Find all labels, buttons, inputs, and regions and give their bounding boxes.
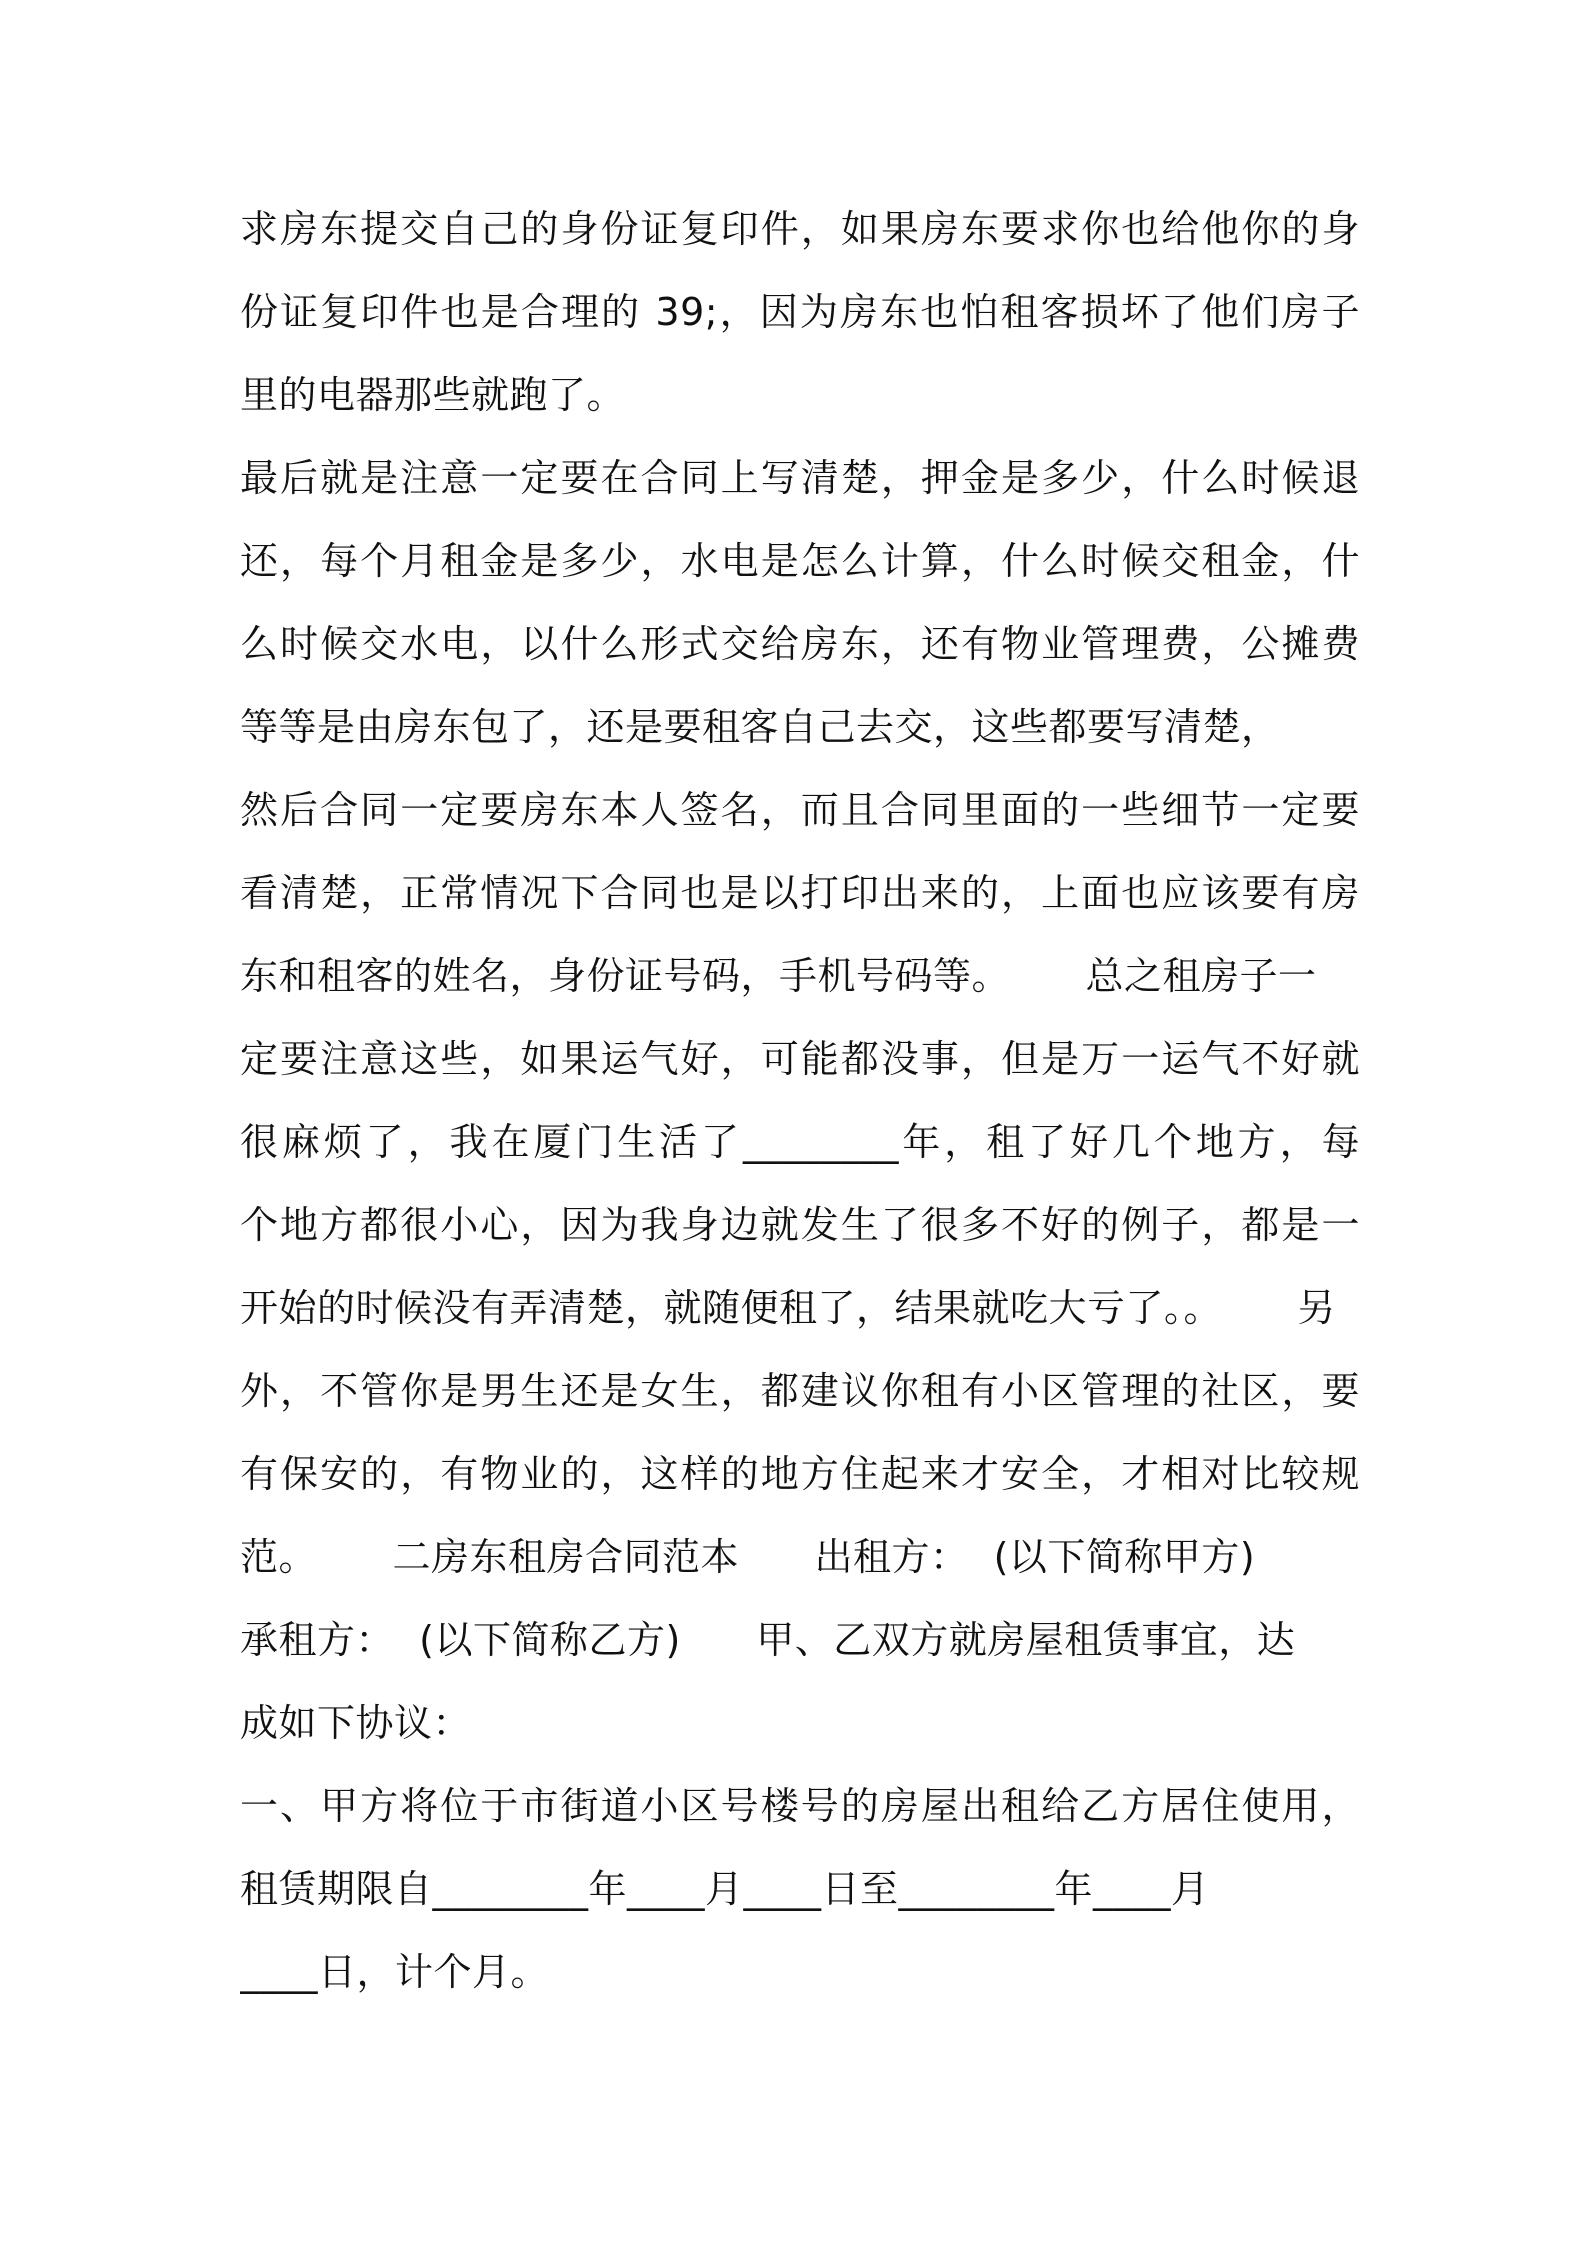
text-line: 有保安的，有物业的，这样的地方住起来才安全，才相对比较规: [240, 1452, 1360, 1496]
text-line: 定要注意这些，如果运气好，可能都没事，但是万一运气不好就: [240, 1037, 1360, 1081]
text-line: 范。 二房东租房合同范本 出租方： (以下简称甲方): [240, 1535, 1256, 1579]
text-line: 外，不管你是男生还是女生，都建议你租有小区管理的社区，要: [240, 1369, 1360, 1413]
text-line: 个地方都很小心，因为我身边就发生了很多不好的例子，都是一: [240, 1203, 1360, 1247]
document-body: [240, 188, 1360, 2014]
text-line: 还，每个月租金是多少，水电是怎么计算，什么时候交租金，什: [240, 539, 1360, 583]
text-line: ____日，计个月。: [240, 1950, 550, 1994]
text-line: 等等是由房东包了，还是要租客自己去交，这些都要写清楚，: [240, 705, 1280, 749]
text-line: 东和租客的姓名，身份证号码，手机号码等。 总之租房子一: [240, 954, 1317, 998]
text-line: 份证复印件也是合理的 39;，因为房东也怕租客损坏了他们房子: [240, 290, 1360, 334]
text-line: 么时候交水电，以什么形式交给房东，还有物业管理费，公摊费: [240, 622, 1360, 666]
text-line: 里的电器那些就跑了。: [240, 373, 626, 417]
text-line: 租赁期限自________年____月____日至________年____月: [240, 1867, 1210, 1911]
text-line: 很麻烦了，我在厦门生活了________年，租了好几个地方，每: [240, 1120, 1360, 1164]
text-line: 成如下协议：: [240, 1701, 472, 1745]
text-line: 然后合同一定要房东本人签名，而且合同里面的一些细节一定要: [240, 788, 1360, 832]
text-line: 求房东提交自己的身份证复印件，如果房东要求你也给他你的身: [240, 207, 1360, 251]
text-line: 看清楚，正常情况下合同也是以打印出来的，上面也应该要有房: [240, 871, 1360, 915]
text-line: 开始的时候没有弄清楚，就随便租了，结果就吃大亏了。。 另: [240, 1286, 1336, 1330]
text-line: 承租方： (以下简称乙方) 甲、乙双方就房屋租赁事宜，达: [240, 1618, 1296, 1662]
text-line: 一、甲方将位于市街道小区号楼号的房屋出租给乙方居住使用，: [240, 1784, 1360, 1828]
text-line: 最后就是注意一定要在合同上写清楚，押金是多少，什么时候退: [240, 456, 1360, 500]
